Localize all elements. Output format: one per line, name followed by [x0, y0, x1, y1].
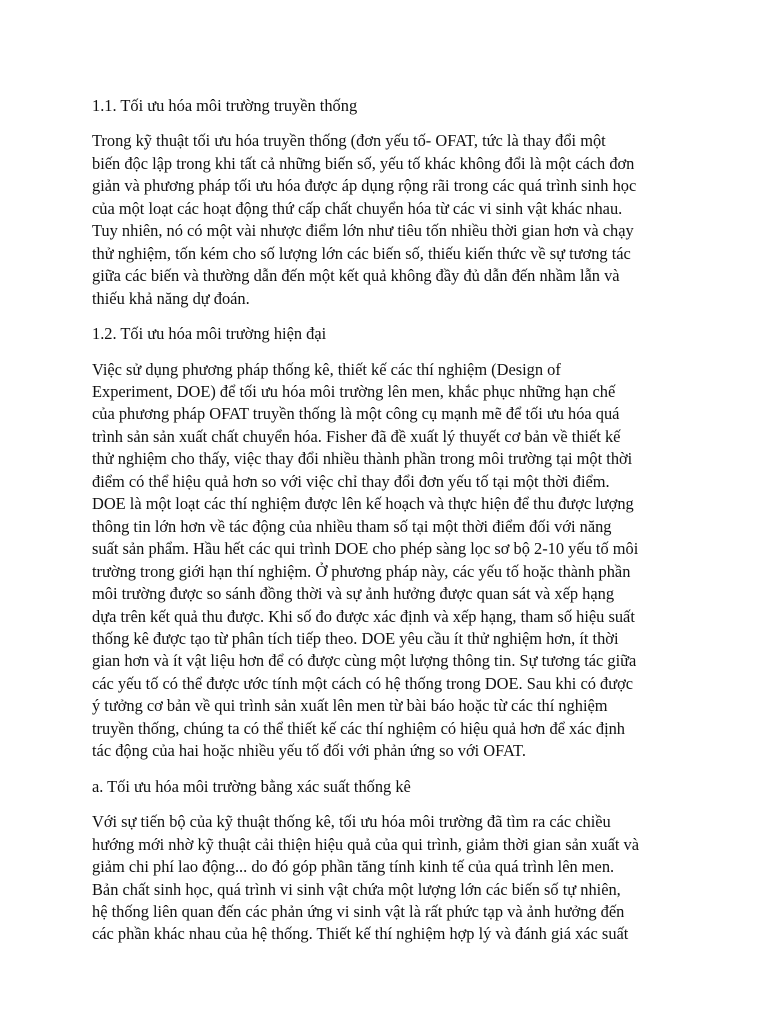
section-heading-a: a. Tối ưu hóa môi trường bằng xác suất thống kê: [92, 776, 411, 796]
section-heading-1-2: 1.2. Tối ưu hóa môi trường hiện đại: [92, 324, 327, 344]
section-paragraph-1-2: Việc sử dụng phương pháp thống kê, thiết kế các thí nghiệm (Design of Experiment, DOE) để tối ưu hóa môi trường lên men, khắc phục những hạn chế của phương pháp OFAT truyền thống là một công cụ mạnh mẽ để tối ưu hóa quá trình sản sản xuất chất chuyển hóa. Fisher đã đề xuất lý thuyết cơ bản về thiết kế thử nghiệm cho thấy, việc thay đổi nhiều thành phần trong môi trường tại một thời điểm có thể hiệu quả hơn so với việc chỉ thay đổi đơn yếu tố tại một thời điểm. DOE là một loạt các thí nghiệm được lên kế hoạch và thực hiện để thu được lượng thông tin lớn hơn về tác động của nhiều tham số tại một thời điểm đối với năng suất sản phẩm. Hầu hết các qui trình DOE cho phép sàng lọc sơ bộ 2-10 yếu tố môi trường trong giới hạn thí nghiệm. Ở phương pháp này, các yếu tố hoặc thành phần môi trường được so sánh đồng thời và sự ảnh hưởng được quan sát và xếp hạng dựa trên kết quả thu được. Khi số đo được xác định và xếp hạng, tham số hiệu suất thống kê được tạo từ phân tích tiếp theo. DOE yêu cầu ít thử nghiệm hơn, ít thời gian hơn và ít vật liệu hơn để có được cùng một lượng thông tin. Sự tương tác giữa các yếu tố có thể được ước tính một cách có hệ thống trong DOE. Sau khi có được ý tưởng cơ bản về qui trình sản xuất lên men từ bài báo hoặc từ các thí nghiệm truyền thống, chúng ta có thể thiết kế các thí nghiệm có hiệu quả hơn để xác định tác động của hai hoặc nhiều yếu tố đối với phản ứng so với OFAT.: [92, 359, 639, 761]
section-paragraph-a: Với sự tiến bộ của kỹ thuật thống kê, tối ưu hóa môi trường đã tìm ra các chiều hướng mới nhờ kỹ thuật cải thiện hiệu quả của qui trình, giảm thời gian sản xuất và giảm chi phí lao động... do đó góp phần tăng tính kinh tế của quá trình lên men. Bản chất sinh học, quá trình vi sinh vật chứa một lượng lớn các biến số tự nhiên, hệ thống liên quan đến các phản ứng vi sinh vật là rất phức tạp và ảnh hưởng đến các phần khác nhau của hệ thống. Thiết kế thí nghiệm hợp lý và đánh giá xác suất: [92, 812, 639, 944]
section-heading-1-1: 1.1. Tối ưu hóa môi trường truyền thống: [92, 96, 358, 115]
document-page: [92, 95, 692, 959]
section-paragraph-1-1: Trong kỹ thuật tối ưu hóa truyền thống (đơn yếu tố- OFAT, tức là thay đổi một biến độc lập trong khi tất cả những biến số, yếu tố khác không đổi là một cách đơn giản và phương pháp tối ưu hóa được áp dụng rộng rãi trong các quá trình sinh học của một loạt các hoạt động thứ cấp chất chuyển hóa từ các vi sinh vật khác nhau. Tuy nhiên, nó có một vài nhược điểm lớn như tiêu tốn nhiều thời gian hơn và chạy thử nghiệm, tốn kém cho số lượng lớn các biến số, thiếu kiến thức về sự tương tác giữa các biến và thường dẫn đến một kết quả không đầy đủ dẫn đến nhầm lẫn và thiếu khả năng dự đoán.: [92, 131, 637, 308]
